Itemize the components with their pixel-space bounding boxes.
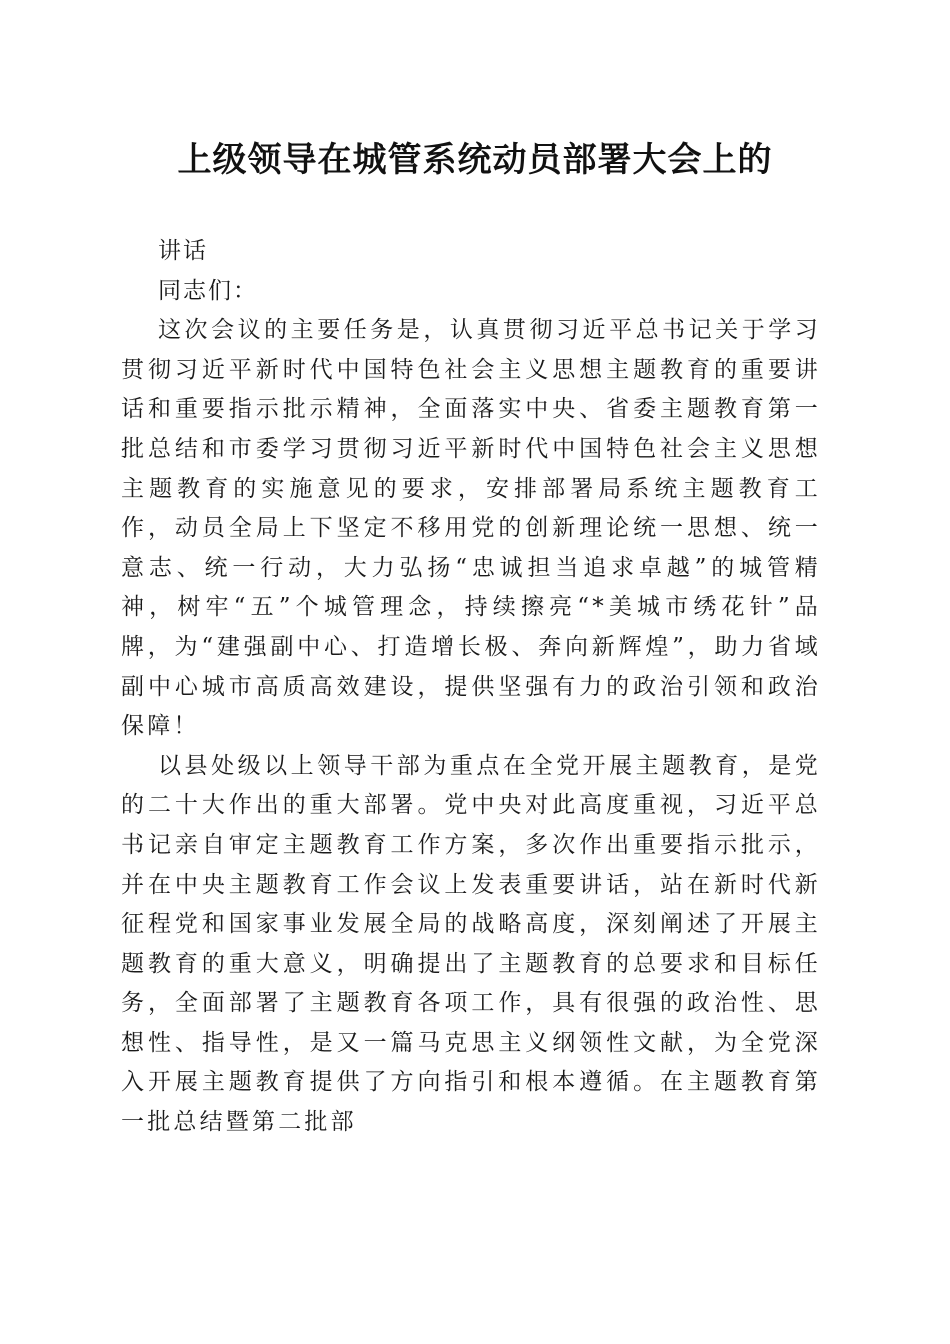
document-title: 上级领导在城管系统动员部署大会上的 (177, 140, 773, 180)
paragraph-2: 以县处级以上领导干部为重点在全党开展主题教育，是党的二十大作出的重大部署。党中央对此高度重视，习近平总书记亲自审定主题教育工作方案，多次作出重要指示批示，并在中央主题教育工作会议上发表重要讲话，站在新时代新征程党和国家事业发展全局的战略高度，深刻阐述了开展主题教育的重大意义，明确提出了主题教育的总要求和目标任务，全面部署了主题教育各项工作，具有很强的政治性、思想性、指导性，是又一篇马克思主义纲领性文献，为全党深入开展主题教育提供了方向指引和根本遵循。在主题教育第一批总结暨第二批部 (121, 752, 821, 1136)
document-subtitle: 讲话 (158, 238, 208, 264)
salutation: 同志们： (158, 277, 258, 304)
paragraph-1: 这次会议的主要任务是，认真贯彻习近平总书记关于学习贯彻习近平新时代中国特色社会主义思想主题教育的重要讲话和重要指示批示精神，全面落实中央、省委主题教育第一批总结和市委学习贯彻习近平新时代中国特色社会主义思想主题教育的实施意见的要求，安排部署局系统主题教育工作，动员全局上下坚定不移用党的创新理论统一思想、统一意志、统一行动，大力弘扬“忠诚担当追求卓越”的城管精神，树牢“五”个城管理念，持续擦亮“*美城市绣花针”品牌，为“建强副中心、打造增长极、奔向新辉煌”，助力省域副中心城市高质高效建设，提供坚强有力的政治引领和政治保障！ (121, 317, 821, 740)
document-body (121, 232, 821, 1143)
